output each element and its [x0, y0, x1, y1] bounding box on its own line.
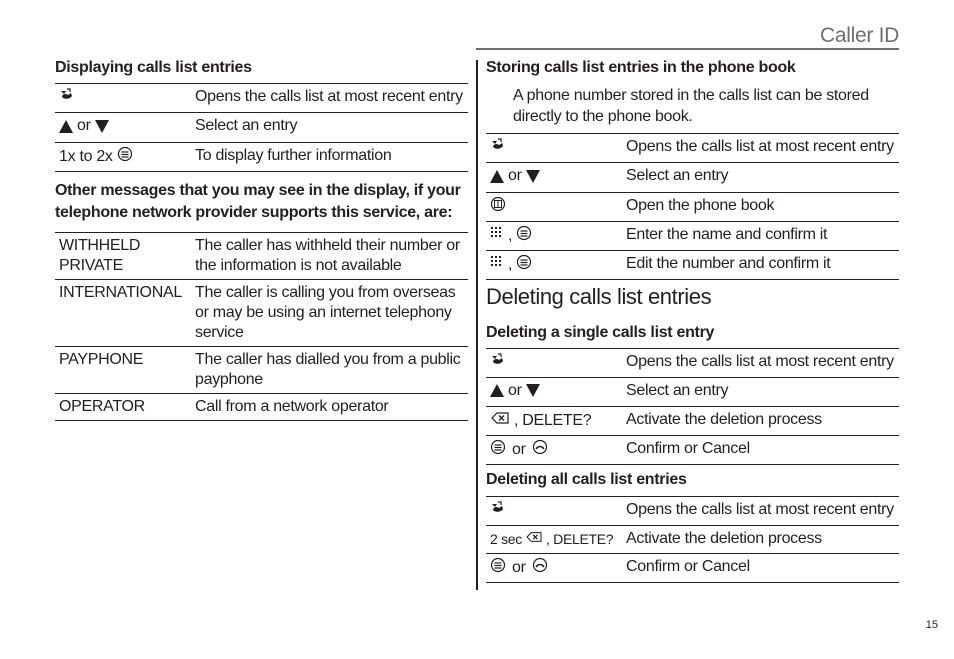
key-cell	[486, 377, 622, 407]
arrow-up-icon	[490, 384, 504, 397]
table-row	[55, 346, 468, 393]
menu-key-icon	[516, 225, 532, 247]
arrow-up-icon	[59, 120, 73, 133]
delete-all-table	[486, 496, 899, 583]
desc-cell: The caller has withheld their number or the information is not available	[195, 236, 460, 274]
header-rule	[476, 48, 899, 50]
key-cell	[486, 497, 622, 526]
page-number: 15	[925, 619, 938, 631]
table-row	[486, 377, 899, 407]
delete-key-icon	[525, 529, 543, 549]
desc-cell: Select an entry	[626, 167, 729, 184]
or-label: or	[512, 559, 526, 576]
separator: ,	[508, 255, 513, 273]
separator: ,	[508, 226, 513, 244]
menu-key-icon	[516, 254, 532, 276]
key-prefix: 1x to 2x	[59, 147, 113, 165]
messages-table	[55, 232, 468, 421]
desc-cell: Opens the calls list at most recent entry	[626, 138, 894, 155]
key-cell	[486, 134, 622, 163]
left-column	[55, 58, 468, 421]
table-row	[486, 348, 899, 377]
message-key: PAYPHONE	[59, 350, 144, 368]
desc-cell: Activate the deletion process	[626, 530, 822, 547]
calls-list-icon	[490, 352, 506, 374]
key-cell	[486, 436, 622, 465]
key-cell	[486, 554, 622, 583]
displaying-table	[55, 83, 468, 172]
desc-cell: Enter the name and confirm it	[626, 225, 828, 243]
desc-cell: Confirm or Cancel	[626, 440, 750, 457]
table-row	[486, 163, 899, 193]
calls-list-icon	[490, 500, 506, 522]
end-call-icon	[532, 439, 548, 461]
storing-table	[486, 133, 899, 280]
key-cell	[486, 407, 622, 436]
desc-cell: Call from a network operator	[195, 397, 389, 415]
menu-key-icon	[117, 146, 133, 168]
key-text: , DELETE?	[545, 531, 614, 547]
keypad-icon	[490, 255, 504, 275]
message-key: INTERNATIONAL	[59, 283, 182, 301]
table-row	[55, 84, 468, 113]
key-cell	[55, 113, 191, 143]
table-row	[486, 497, 899, 526]
key-cell	[486, 348, 622, 377]
delete-single-table	[486, 348, 899, 466]
end-call-icon	[532, 557, 548, 579]
arrow-down-icon	[526, 170, 540, 183]
section-heading-displaying: Displaying calls list entries	[55, 59, 252, 76]
desc-cell: Opens the calls list at most recent entry	[626, 501, 894, 518]
or-label: or	[508, 381, 522, 399]
key-prefix: 2 sec	[490, 531, 522, 547]
table-row	[55, 113, 468, 143]
or-label: or	[77, 117, 91, 134]
section-heading-delete-single: Deleting a single calls list entry	[486, 323, 715, 341]
arrow-down-icon	[526, 384, 540, 397]
message-key: OPERATOR	[59, 397, 145, 415]
table-row	[486, 192, 899, 221]
table-row	[486, 407, 899, 436]
storing-intro: A phone number stored in the calls list can be stored directly to the phone book.	[513, 87, 869, 125]
arrow-up-icon	[490, 170, 504, 183]
table-row	[486, 221, 899, 250]
key-cell	[486, 192, 622, 221]
table-row	[486, 436, 899, 465]
delete-key-icon	[490, 410, 510, 432]
section-heading-storing: Storing calls list entries in the phone book	[486, 59, 796, 76]
desc-cell: Confirm or Cancel	[626, 558, 750, 575]
phonebook-icon	[490, 196, 506, 218]
calls-list-icon	[490, 137, 506, 159]
table-row	[55, 232, 468, 279]
page-header-title: Caller ID	[820, 24, 899, 47]
table-row	[486, 554, 899, 583]
arrow-down-icon	[95, 120, 109, 133]
table-row	[55, 279, 468, 346]
right-column	[486, 58, 899, 583]
or-label: or	[512, 441, 526, 458]
desc-cell: Activate the deletion process	[626, 411, 822, 428]
desc-cell: The caller is calling you from overseas or may be using an internet telephony service	[195, 283, 456, 341]
desc-cell: Opens the calls list at most recent entry	[626, 352, 894, 370]
table-row	[55, 142, 468, 171]
section-heading-delete-all: Deleting all calls list entries	[486, 471, 687, 488]
table-row	[486, 250, 899, 279]
desc-cell: Select an entry	[626, 381, 729, 399]
message-key: WITHHELD PRIVATE	[59, 236, 141, 274]
key-cell	[486, 163, 622, 193]
key-cell	[55, 84, 191, 113]
key-cell	[55, 142, 191, 171]
desc-cell: Open the phone book	[626, 196, 775, 214]
table-row	[486, 526, 899, 554]
desc-cell: Edit the number and confirm it	[626, 254, 831, 272]
section-title-deleting: Deleting calls list entries	[486, 283, 712, 309]
column-divider	[476, 60, 478, 590]
keypad-icon	[490, 226, 504, 246]
desc-cell: Opens the calls list at most recent entry	[195, 88, 463, 105]
menu-key-icon	[490, 557, 506, 579]
table-row	[486, 134, 899, 163]
section-heading-messages: Other messages that you may see in the display, if your telephone network provider supports this service, are:	[55, 181, 461, 221]
desc-cell: To display further information	[195, 146, 392, 164]
key-text: , DELETE?	[514, 412, 592, 429]
desc-cell: The caller has dialled you from a public payphone	[195, 350, 461, 388]
key-cell	[486, 526, 622, 554]
table-row	[55, 393, 468, 420]
or-label: or	[508, 167, 522, 184]
key-cell	[486, 250, 622, 279]
desc-cell: Select an entry	[195, 117, 298, 134]
calls-list-icon	[59, 87, 75, 109]
key-cell	[486, 221, 622, 250]
menu-key-icon	[490, 439, 506, 461]
